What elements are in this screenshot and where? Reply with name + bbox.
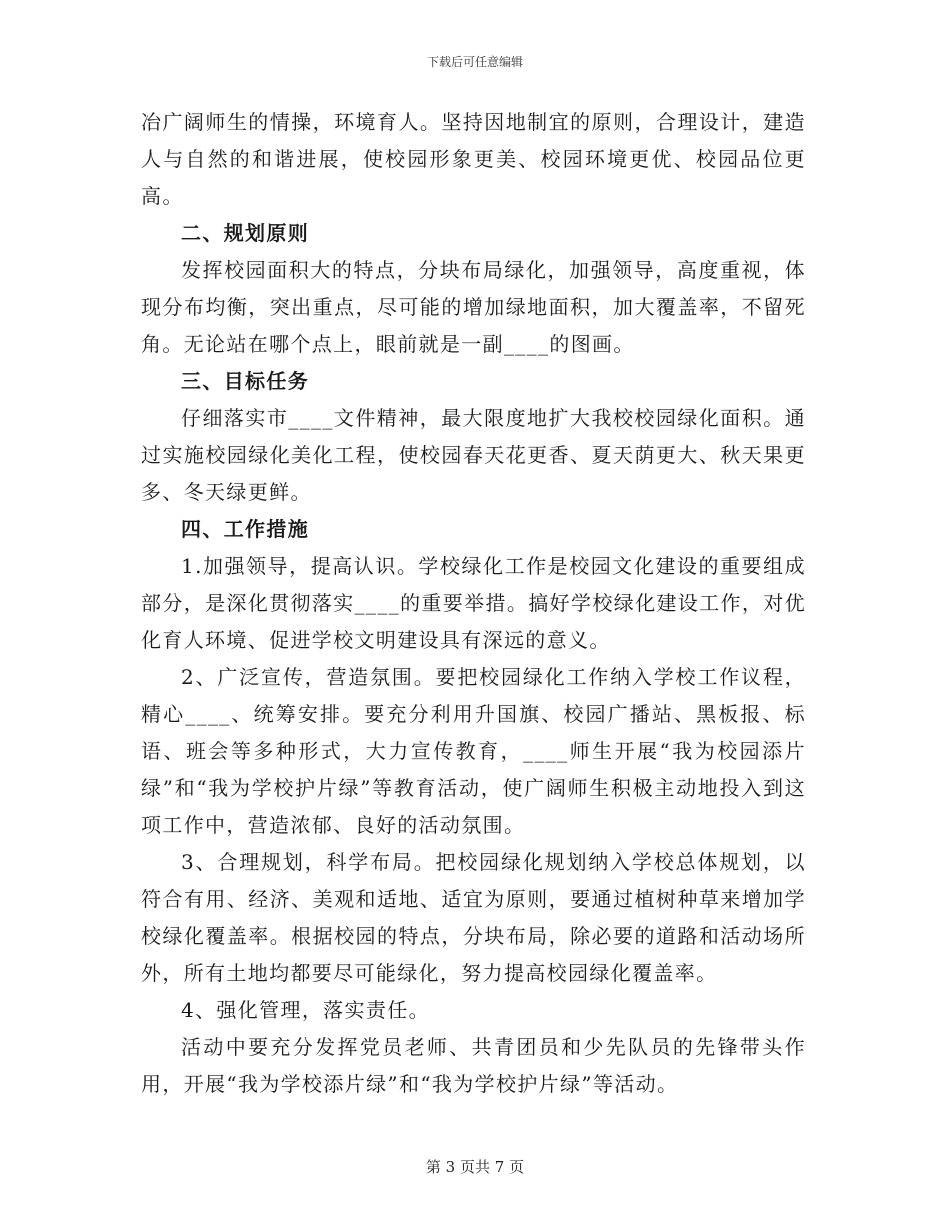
paragraph-measure-2: 2、广泛宣传，营造氛围。要把校园绿化工作纳入学校工作议程，精心____、统筹安排。要充分利用升国旗、校园广播站、黑板报、标语、班会等多种形式，大力宣传教育，____师生开展“我为校园添片绿”和“我为学校护片绿”等教育活动，使广阔师生积极主动地投入到这项工作中，营造浓郁、良好的活动氛围。 [141,665,806,837]
paragraph-continuation: 冶广阔师生的情操，环境育人。坚持因地制宜的原则，合理设计，建造人与自然的和谐进展，使校园形象更美、校园环境更优、校园品位更高。 [141,110,806,208]
page-number-footer: 第 3 页共 7 页 [425,1158,525,1176]
page-header: 下载后可任意编辑 [426,55,523,69]
paragraph-measure-3: 3、合理规划，科学布局。把校园绿化规划纳入学校总体规划，以符合有用、经济、美观和适地、适宜为原则，要通过植树种草来增加学校绿化覆盖率。根据校园的特点，分块布局，除必要的道路和活动场所外，所有土地均都要尽可能绿化，努力提高校园绿化覆盖率。 [141,850,806,985]
section-heading-planning-principles: 二、规划原则 [181,221,310,245]
paragraph-measure-1: 1.加强领导，提高认识。学校绿化工作是校园文化建设的重要组成部分，是深化贯彻落实____的重要举措。搞好学校绿化建设工作，对优化育人环境、促进学校文明建设具有深远的意义。 [141,554,806,652]
paragraph-measure-4: 4、强化管理，落实责任。 [181,998,430,1022]
paragraph-planning-principles: 发挥校园面积大的特点，分块布局绿化，加强领导，高度重视，体现分布均衡，突出重点，尽可能的增加绿地面积，加大覆盖率，不留死角。无论站在哪个点上，眼前就是一副____的图画。 [141,258,806,356]
section-heading-goals: 三、目标任务 [181,369,310,393]
paragraph-activities: 活动中要充分发挥党员老师、共青团员和少先队员的先锋带头作用，开展“我为学校添片绿”和“我为学校护片绿”等活动。 [141,1035,806,1096]
document-body [141,104,806,1103]
paragraph-goals: 仔细落实市____文件精神，最大限度地扩大我校校园绿化面积。通过实施校园绿化美化工程，使校园春天花更香、夏天荫更大、秋天果更多、冬天绿更鲜。 [141,406,806,504]
section-heading-measures: 四、工作措施 [181,517,310,541]
